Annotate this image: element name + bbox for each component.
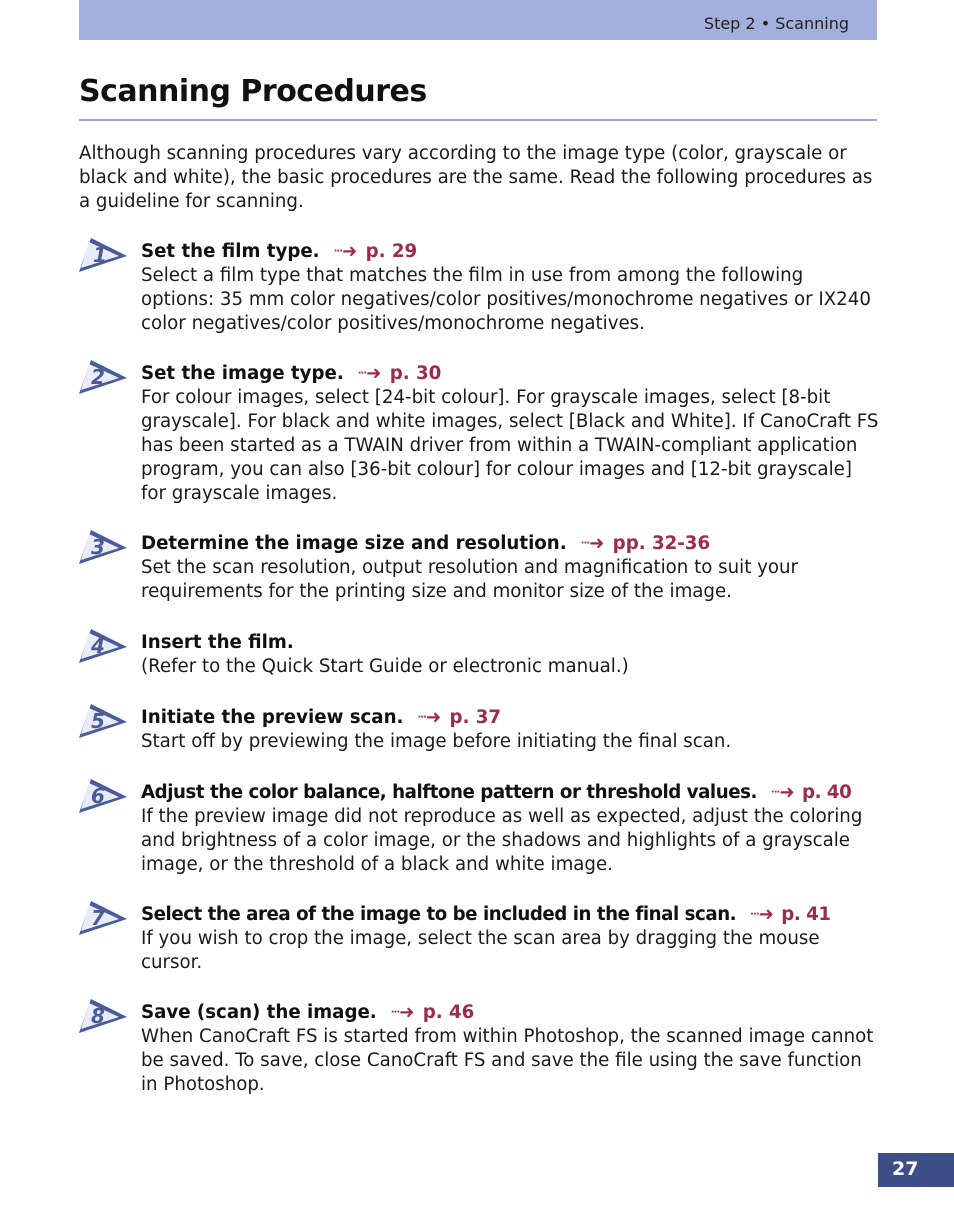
- step-number-icon: [79, 360, 127, 402]
- step-number-icon: [79, 629, 127, 671]
- step-description: Set the scan resolution, output resolution and magnification to suit your requirements for the printing size and monitor size of the image.: [141, 557, 799, 602]
- step-description: Select a film type that matches the film in use from among the following options: 35 mm color negatives/color positives/monochrome negatives or IX240 color negatives/color positives/monochrome negatives.: [141, 265, 871, 334]
- step-number-icon: [79, 901, 127, 943]
- step-description: (Refer to the Quick Start Guide or electronic manual.): [141, 656, 629, 677]
- step-title: Select the area of the image to be included in the final scan.: [141, 904, 737, 925]
- svg-text:5: 5: [91, 709, 105, 733]
- page-reference-link[interactable]: ···➜ p. 37: [417, 707, 502, 728]
- svg-text:6: 6: [91, 784, 105, 808]
- step-title: Adjust the color balance, halftone pattern or threshold values.: [141, 782, 757, 803]
- step-number-icon: [79, 530, 127, 572]
- step-title: Set the film type.: [141, 241, 320, 262]
- step-description: When CanoCraft FS is started from within Photoshop, the scanned image cannot be saved. To save, close CanoCraft FS and save the file using the save function in Photoshop.: [141, 1026, 874, 1095]
- step-title: Initiate the preview scan.: [141, 707, 404, 728]
- header-section-label: Step 2 • Scanning: [703, 14, 849, 33]
- header-band: [79, 0, 877, 40]
- page-number-badge: [878, 1153, 954, 1187]
- step-number-icon: [79, 704, 127, 746]
- step-number-icon: [79, 999, 127, 1041]
- page-reference-link[interactable]: ···➜ p. 29: [333, 241, 418, 262]
- title-divider: [79, 119, 877, 121]
- step-title: Set the image type.: [141, 363, 344, 384]
- page-reference-link[interactable]: ···➜ p. 46: [390, 1002, 475, 1023]
- svg-text:8: 8: [91, 1004, 105, 1028]
- page-reference-link[interactable]: ···➜ p. 41: [750, 904, 831, 925]
- page-number: 27: [892, 1158, 919, 1180]
- page-reference-link[interactable]: ···➜ p. 30: [357, 363, 442, 384]
- step-description: If the preview image did not reproduce as well as expected, adjust the coloring and brightness of a color image, or the shadows and highlights of a grayscale image, or the threshold of a black and white image.: [141, 806, 863, 875]
- svg-text:1: 1: [93, 243, 107, 267]
- svg-text:3: 3: [91, 535, 105, 559]
- step-title: Insert the film.: [141, 632, 294, 653]
- page-reference-link[interactable]: ···➜ p. 40: [770, 782, 852, 803]
- step-description: If you wish to crop the image, select the scan area by dragging the mouse cursor.: [141, 928, 820, 973]
- page-reference-link[interactable]: ···➜ pp. 32-36: [580, 533, 711, 554]
- svg-text:2: 2: [91, 365, 105, 389]
- step-description: For colour images, select [24-bit colour]. For grayscale images, select [8-bit grayscale]. For black and white images, select [Black and White]. If CanoCraft FS has been started as a TWAIN driver from within a TWAIN-compliant application program, you can also [36-bit colour] for colour images and [12-bit grayscale] for grayscale images.: [141, 387, 879, 504]
- svg-text:4: 4: [91, 634, 105, 658]
- step-number-icon: [79, 779, 127, 821]
- step-title: Save (scan) the image.: [141, 1002, 377, 1023]
- step-number-icon: [79, 238, 127, 280]
- svg-text:7: 7: [91, 906, 105, 930]
- intro-paragraph: Although scanning procedures vary according to the image type (color, grayscale or black and white), the basic procedures are the same. Read the following procedures as a guideline for scanning.: [79, 143, 873, 212]
- step-description: Start off by previewing the image before initiating the final scan.: [141, 731, 732, 752]
- page-title: Scanning Procedures: [79, 74, 427, 109]
- step-title: Determine the image size and resolution.: [141, 533, 567, 554]
